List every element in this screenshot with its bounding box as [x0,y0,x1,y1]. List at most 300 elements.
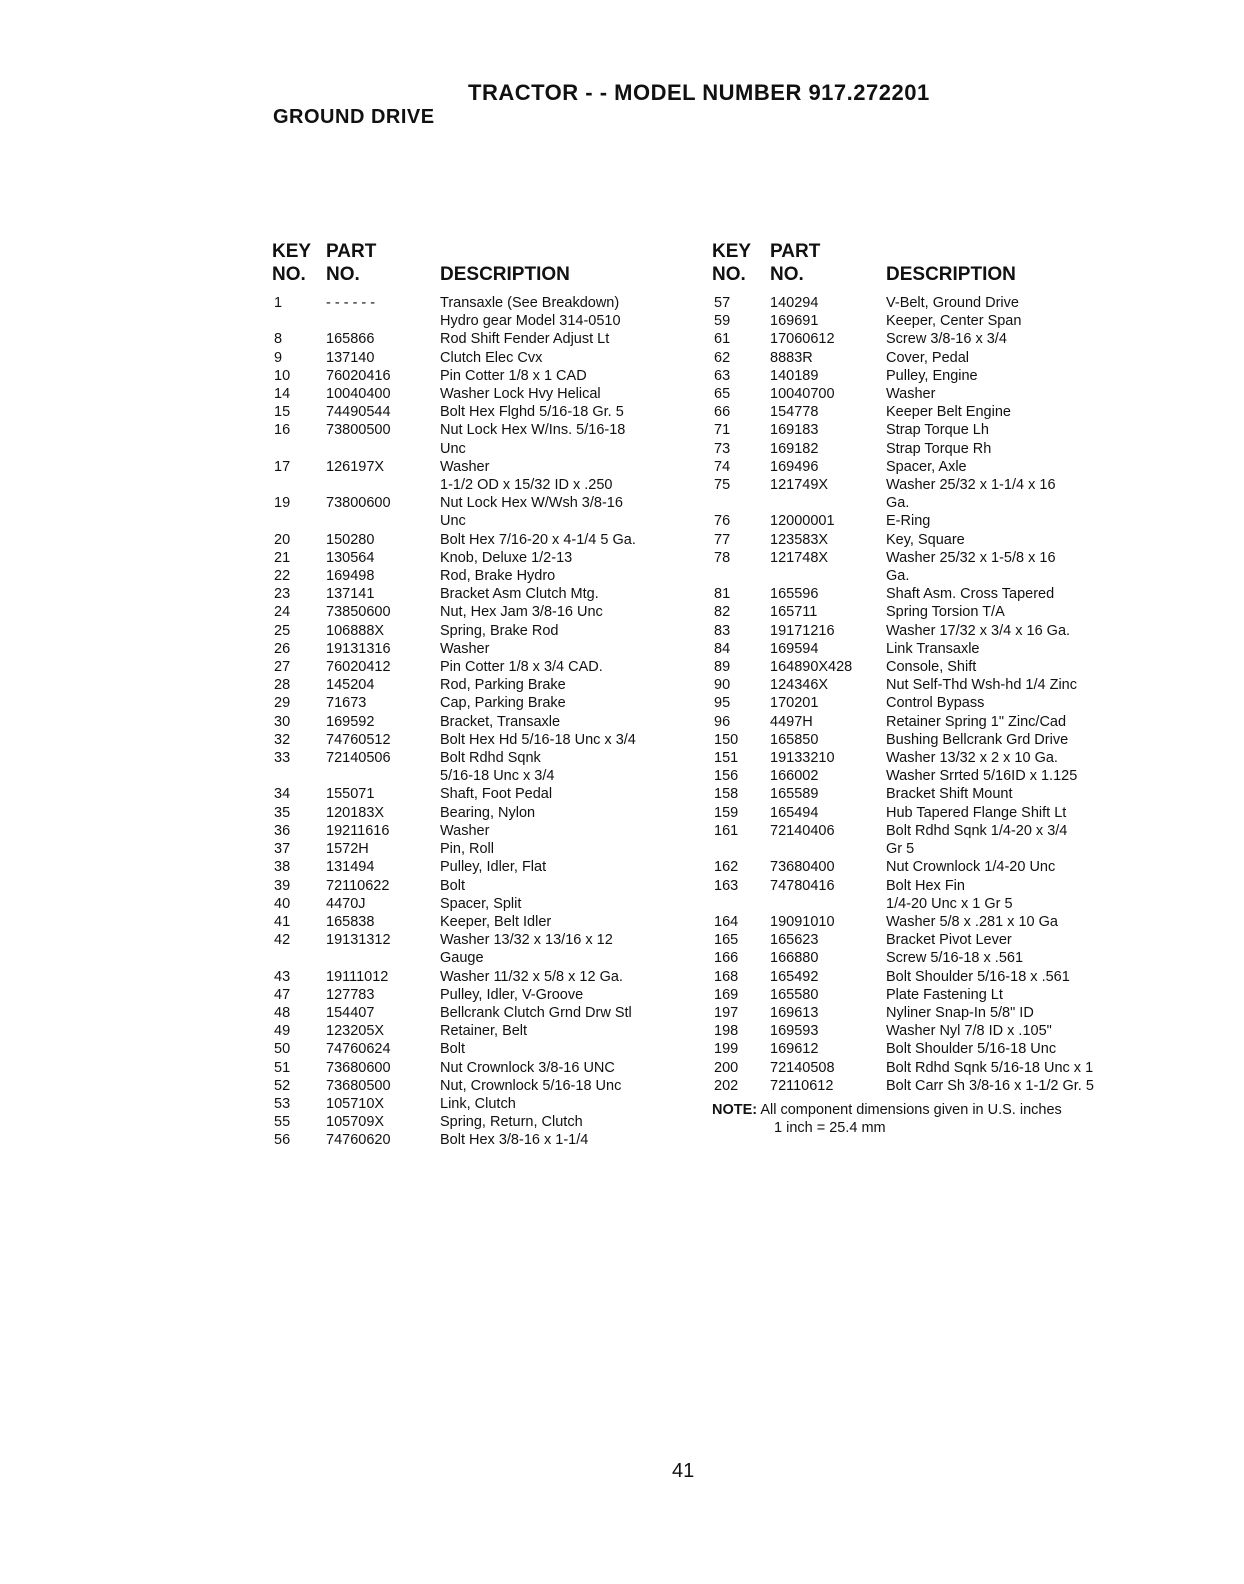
part-no-cell: - - - - - - [326,295,376,311]
part-no-cell: 121748X [770,549,829,566]
key-no-cell: 30 [274,713,291,730]
part-no-cell: 169182 [770,440,819,457]
table-row [272,567,702,585]
part-no-cell: 76020416 [326,367,391,384]
part-no-cell: 165623 [770,932,819,949]
part-no-cell: 169613 [770,1004,819,1021]
part-no-cell: 120183X [326,804,385,821]
part-no-cell: 19211616 [326,822,390,839]
description-cell: Bushing Bellcrank Grd Drive [886,731,1069,748]
key-no-cell: 168 [714,968,739,985]
description-cell: Rod, Parking Brake [440,677,566,694]
key-no-cell: 150 [714,731,739,748]
description-cell: Gauge [440,950,484,967]
key-no-cell: 21 [274,549,291,566]
description-cell: Screw 3/8-16 x 3/4 [886,331,1007,348]
parts-list-left [272,294,702,1150]
table-row [712,640,1152,658]
part-no-cell: 150280 [326,531,375,548]
key-no-cell: 197 [714,1004,739,1021]
part-no-cell: 165866 [326,331,375,348]
key-no-cell: 38 [274,859,291,876]
table-row [272,476,702,494]
part-no-cell: 165711 [770,604,818,621]
part-no-cell: 74760512 [326,731,391,748]
table-row [712,1004,1152,1022]
description-cell: Bracket Pivot Lever [886,932,1012,949]
key-no-cell: 16 [274,422,291,439]
key-no-cell [272,440,326,458]
description-cell: Washer 13/32 x 13/16 x 12 [440,932,613,949]
table-row [272,913,702,931]
part-no-cell: 19111012 [326,968,389,985]
part-no-cell: 169593 [770,1023,819,1040]
table-row [272,1004,702,1022]
parts-table-right [712,240,1152,1137]
part-no-cell: 165492 [770,968,819,985]
key-no-cell [272,767,326,785]
table-row [272,294,702,312]
key-no-cell: 27 [274,659,291,676]
description-cell: Console, Shift [886,659,977,676]
table-row [272,968,702,986]
table-row [272,421,702,439]
table-row [272,640,702,658]
table-row [712,694,1152,712]
table-row [272,1022,702,1040]
table-row [712,421,1152,439]
description-cell: Washer [440,458,490,475]
table-row [272,312,702,330]
key-header-line1: KEY [712,241,752,262]
table-row [272,603,702,621]
parts-list-right [712,294,1152,1095]
description-cell: Bracket Shift Mount [886,786,1013,803]
table-row [272,622,702,640]
key-no-cell: 52 [274,1077,291,1094]
table-row [712,1059,1152,1077]
description-cell: Washer 5/8 x .281 x 10 Ga [886,913,1058,930]
description-cell: 5/16-18 Unc x 3/4 [440,768,555,785]
key-no-cell: 36 [274,822,291,839]
key-no-cell: 74 [714,458,731,475]
key-no-cell: 53 [274,1095,291,1112]
key-no-cell: 82 [714,604,731,621]
part-no-cell: 4470J [326,895,366,912]
description-cell: Link, Clutch [440,1095,516,1112]
description-header: DESCRIPTION [886,264,1016,285]
part-no-cell: 131494 [326,859,375,876]
part-no-cell: 72140406 [770,822,835,839]
key-no-cell: 77 [714,531,731,548]
key-no-cell: 25 [274,622,291,639]
part-no-cell: 74760624 [326,1041,391,1058]
description-cell: Shaft Asm. Cross Tapered [886,586,1055,603]
description-cell: Hydro gear Model 314-0510 [440,313,621,330]
table-row [272,512,702,530]
table-row [272,986,702,1004]
part-no-cell: 154778 [770,404,819,421]
part-no-cell: 19131316 [326,640,391,657]
part-no-cell: 1572H [326,841,369,858]
key-no-cell: 40 [274,895,291,912]
key-no-header [712,240,770,286]
key-no-cell [712,895,770,913]
description-cell: Keeper, Belt Idler [440,913,552,930]
key-no-cell: 8 [274,331,283,348]
table-row [272,767,702,785]
part-no-cell: 123205X [326,1023,385,1040]
part-no-cell: 169691 [770,313,819,330]
key-no-cell: 161 [714,822,739,839]
table-row [272,658,702,676]
table-row [712,1040,1152,1058]
part-no-cell: 76020412 [326,659,391,676]
part-no-cell: 74490544 [326,404,391,421]
key-no-cell: 76 [714,513,731,530]
part-no-cell: 121749X [770,477,829,494]
description-cell: Bracket, Transaxle [440,713,561,730]
part-no-cell: 169498 [326,568,375,585]
key-no-cell [272,512,326,530]
description-cell: Washer 13/32 x 2 x 10 Ga. [886,750,1058,767]
table-row [272,549,702,567]
description-cell: Bolt Hex Flghd 5/16-18 Gr. 5 [440,404,624,421]
table-row [712,713,1152,731]
part-no-cell: 140189 [770,367,819,384]
part-no-cell [326,476,440,494]
key-header-line2: NO. [712,264,746,285]
table-header [712,240,1152,286]
key-no-cell: 39 [274,877,291,894]
description-cell: Nyliner Snap-In 5/8" ID [886,1004,1034,1021]
key-no-cell [712,494,770,512]
table-row [712,330,1152,348]
table-row [712,494,1152,512]
part-no-cell: 137140 [326,349,375,366]
table-row [712,385,1152,403]
part-no-cell: 19171216 [770,622,835,639]
key-no-cell: 28 [274,677,291,694]
description-cell: Bolt Rdhd Sqnk 5/16-18 Unc x 1 [886,1059,1094,1076]
part-no-cell: 10040700 [770,386,835,403]
key-no-cell: 19 [274,495,291,512]
table-row [712,731,1152,749]
table-row [272,785,702,803]
description-cell: Cap, Parking Brake [440,695,566,712]
description-cell: Ga. [886,568,910,585]
key-no-cell: 198 [714,1023,739,1040]
key-no-cell: 95 [714,695,731,712]
table-row [272,840,702,858]
table-row [272,585,702,603]
part-no-cell [770,840,886,858]
table-row [272,1059,702,1077]
part-no-cell: 72110612 [770,1077,834,1094]
key-no-cell: 56 [274,1132,291,1149]
table-row [712,549,1152,567]
key-no-cell: 17 [274,458,291,475]
description-cell: Pin Cotter 1/8 x 3/4 CAD. [440,659,603,676]
table-row [272,385,702,403]
key-no-cell: 66 [714,404,731,421]
key-no-cell: 202 [714,1077,739,1094]
description-cell: Washer [886,386,936,403]
key-no-cell: 163 [714,877,739,894]
description-cell: Rod Shift Fender Adjust Lt [440,331,610,348]
description-cell: Pin, Roll [440,841,494,858]
key-no-cell: 75 [714,477,731,494]
part-no-cell [770,895,886,913]
description-cell: Washer Nyl 7/8 ID x .105" [886,1023,1052,1040]
part-no-cell: 19133210 [770,750,835,767]
table-row [272,931,702,949]
key-no-cell: 78 [714,549,731,566]
description-cell: Washer 17/32 x 3/4 x 16 Ga. [886,622,1071,639]
part-header-line2: NO. [326,264,360,285]
part-no-cell: 127783 [326,986,375,1003]
key-no-cell: 50 [274,1041,291,1058]
description-cell: Nut Lock Hex W/Wsh 3/8-16 [440,495,623,512]
description-cell: Spacer, Split [440,895,522,912]
part-no-cell: 19091010 [770,913,835,930]
description-cell: Pulley, Idler, Flat [440,859,547,876]
part-no-cell: 169594 [770,640,819,657]
key-no-cell: 89 [714,659,731,676]
key-no-cell: 14 [274,386,291,403]
key-no-cell: 158 [714,786,739,803]
description-cell: Cover, Pedal [886,349,970,366]
part-no-cell: 130564 [326,549,375,566]
part-no-cell: 73800600 [326,495,391,512]
part-no-cell: 105710X [326,1095,385,1112]
part-no-cell: 164890X428 [770,659,853,676]
description-cell: Washer 25/32 x 1-5/8 x 16 [886,549,1056,566]
part-no-cell: 71673 [326,695,367,712]
key-no-cell: 83 [714,622,731,639]
description-cell: Nut Crownlock 1/4-20 Unc [886,859,1056,876]
part-no-cell: 169592 [326,713,375,730]
part-no-cell [326,767,440,785]
key-no-cell: 43 [274,968,291,985]
table-header [272,240,702,286]
table-row [712,349,1152,367]
key-no-cell: 41 [274,913,291,930]
key-no-cell: 164 [714,913,739,930]
table-row [272,1095,702,1113]
table-row [712,822,1152,840]
table-row [272,403,702,421]
key-no-cell [272,949,326,967]
part-no-cell: 8883R [770,349,813,366]
table-row [272,1040,702,1058]
key-no-cell: 9 [274,349,283,366]
part-no-cell: 10040400 [326,386,391,403]
table-row [712,949,1152,967]
table-row [712,403,1152,421]
table-row [272,531,702,549]
part-no-cell: 73680500 [326,1077,391,1094]
key-no-cell: 55 [274,1114,291,1131]
table-row [712,367,1152,385]
table-row [712,585,1152,603]
part-no-cell: 166002 [770,768,819,785]
part-no-cell: 74760620 [326,1132,391,1149]
part-no-cell: 73800500 [326,422,391,439]
key-no-cell: 33 [274,750,291,767]
key-no-cell: 84 [714,640,731,657]
key-no-cell [272,312,326,330]
description-cell: Washer 25/32 x 1-1/4 x 16 [886,477,1056,494]
description-cell: Bolt [440,877,465,894]
table-row [712,804,1152,822]
description-cell: Bolt Hex Hd 5/16-18 Unc x 3/4 [440,731,636,748]
description-cell: Bolt Carr Sh 3/8-16 x 1-1/2 Gr. 5 [886,1077,1094,1094]
part-no-cell: 169183 [770,422,819,439]
table-row [272,804,702,822]
key-no-cell: 49 [274,1023,291,1040]
part-no-cell: 72140508 [770,1059,835,1076]
description-header: DESCRIPTION [440,264,570,285]
key-no-cell: 169 [714,986,739,1003]
table-row [712,1077,1152,1095]
table-row [712,767,1152,785]
description-cell: Bolt Hex 7/16-20 x 4-1/4 5 Ga. [440,531,636,548]
description-cell: Nut Lock Hex W/Ins. 5/16-18 [440,422,626,439]
description-cell: Clutch Elec Cvx [440,349,543,366]
description-cell: Spacer, Axle [886,458,967,475]
table-row [272,1077,702,1095]
description-cell: Pulley, Idler, V-Groove [440,986,584,1003]
table-row [712,895,1152,913]
part-no-cell: 12000001 [770,513,835,530]
description-cell: Bolt [440,1041,465,1058]
description-cell: Spring, Return, Clutch [440,1114,583,1131]
key-no-cell: 48 [274,1004,291,1021]
part-no-cell [326,512,440,530]
part-no-cell: 140294 [770,295,819,311]
part-no-cell: 19131312 [326,932,391,949]
table-row [712,676,1152,694]
part-no-cell: 17060612 [770,331,835,348]
description-cell: Bolt Hex Fin [886,877,965,894]
part-no-cell [326,949,440,967]
table-row [272,731,702,749]
key-no-cell [272,476,326,494]
description-cell: Knob, Deluxe 1/2-13 [440,549,573,566]
key-no-cell: 162 [714,859,739,876]
table-row [712,913,1152,931]
part-no-cell: 137141 [326,586,375,603]
part-no-cell: 72110622 [326,877,390,894]
description-cell: Retainer Spring 1" Zinc/Cad [886,713,1067,730]
description-cell: Unc [440,440,466,457]
dimensions-note [712,1101,1152,1137]
description-cell: Nut Self-Thd Wsh-hd 1/4 Zinc [886,677,1077,694]
table-row [712,458,1152,476]
description-cell: Strap Torque Rh [886,440,992,457]
key-no-cell: 165 [714,932,739,949]
table-row [712,858,1152,876]
key-no-cell: 35 [274,804,291,821]
table-row [272,440,702,458]
description-cell: Bracket Asm Clutch Mtg. [440,586,599,603]
table-row [272,1113,702,1131]
table-row [712,658,1152,676]
key-no-cell: 29 [274,695,291,712]
part-header-line2: NO. [770,264,804,285]
part-no-cell: 165596 [770,586,819,603]
description-cell: Gr 5 [886,841,915,858]
key-no-cell: 96 [714,713,731,730]
part-no-cell [770,567,886,585]
part-no-cell: 165589 [770,786,819,803]
description-cell: Nut, Hex Jam 3/8-16 Unc [440,604,603,621]
table-row [712,749,1152,767]
part-no-cell: 105709X [326,1114,385,1131]
key-no-cell: 26 [274,640,291,657]
description-cell: Keeper, Center Span [886,313,1022,330]
description-cell: Strap Torque Lh [886,422,989,439]
table-row [272,330,702,348]
table-row [712,877,1152,895]
part-no-header [770,240,886,286]
description-cell: Plate Fastening Lt [886,986,1003,1003]
table-row [272,858,702,876]
table-row [712,986,1152,1004]
key-no-cell: 59 [714,313,731,330]
description-cell: Washer [440,640,490,657]
part-no-cell: 165838 [326,913,375,930]
table-row [272,367,702,385]
description-cell: Nut Crownlock 3/8-16 UNC [440,1059,615,1076]
key-no-cell: 37 [274,841,291,858]
description-cell: Bolt Rdhd Sqnk [440,750,541,767]
part-no-cell: 145204 [326,677,375,694]
key-no-cell: 34 [274,786,291,803]
part-header-line1: PART [770,241,821,262]
table-row [272,494,702,512]
table-row [272,895,702,913]
key-no-header [272,240,326,286]
description-cell: E-Ring [886,513,931,530]
key-no-cell: 65 [714,386,731,403]
description-cell: Key, Square [886,531,965,548]
note-line1: All component dimensions given in U.S. inches [760,1101,1062,1118]
section-title: GROUND DRIVE [273,106,435,128]
parts-table-left [272,240,702,1150]
part-header-line1: PART [326,241,377,262]
part-no-cell: 166880 [770,950,819,967]
key-no-cell: 10 [274,367,291,384]
description-cell: Bolt Shoulder 5/16-18 Unc [886,1041,1057,1058]
page-title: TRACTOR - - MODEL NUMBER 917.272201 [468,80,930,105]
key-no-cell: 42 [274,932,291,949]
key-no-cell: 156 [714,768,739,785]
table-row [712,785,1152,803]
key-no-cell: 62 [714,349,731,366]
table-row [712,931,1152,949]
part-no-cell [770,494,886,512]
description-cell: 1/4-20 Unc x 1 Gr 5 [886,895,1013,912]
description-cell: Washer Lock Hvy Helical [440,386,601,403]
key-no-cell: 61 [714,331,731,348]
key-no-cell: 90 [714,677,731,694]
key-no-cell: 199 [714,1041,739,1058]
description-cell: Retainer, Belt [440,1023,528,1040]
key-no-cell [712,840,770,858]
part-no-cell: 124346X [770,677,829,694]
